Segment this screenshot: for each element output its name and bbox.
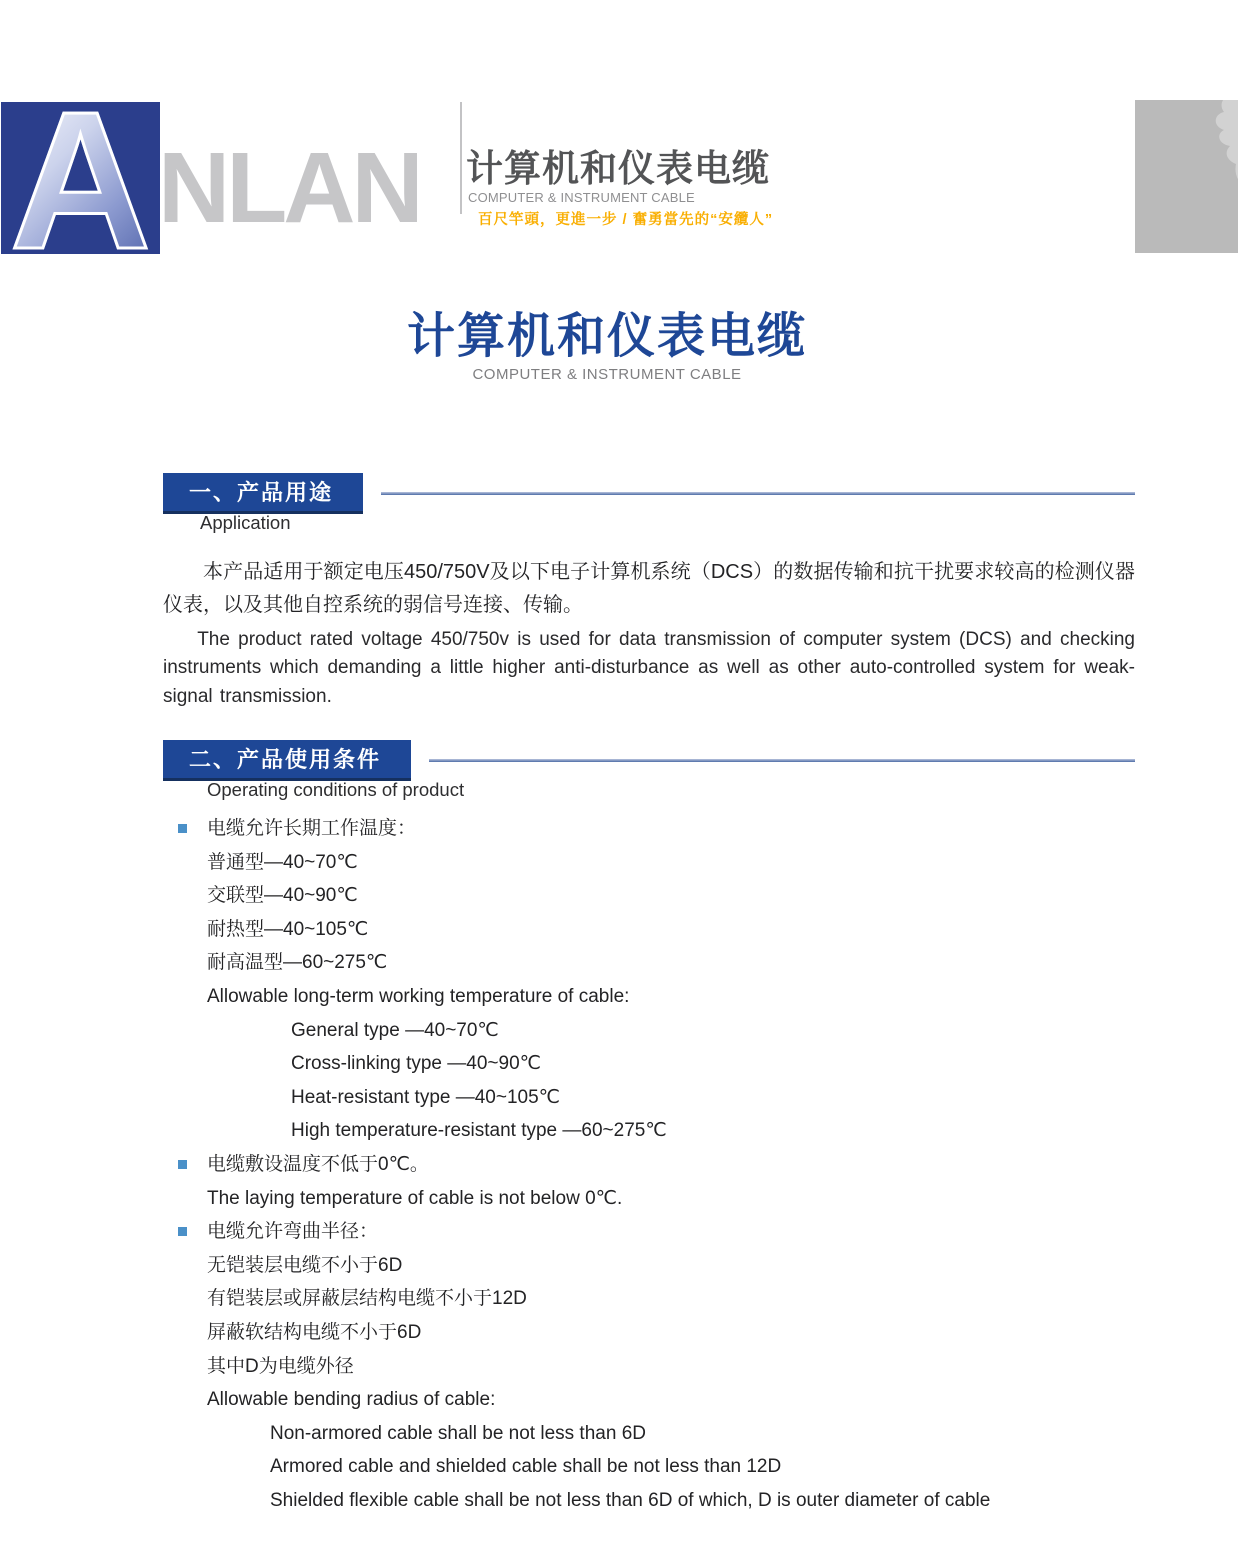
page-title: 计算机和仪表电缆 [406, 310, 807, 363]
application-paragraph-cn: 本产品适用于额定电压450/750V及以下电子计算机系统（DCS）的数据传输和抗干扰要求较高的检测仪器仪表，以及其他自控系统的弱信号连接、传输。 [163, 561, 1135, 616]
list-item-text: 无铠装层电缆不小于6D [207, 1254, 403, 1276]
list-item [163, 1215, 1143, 1249]
list-item [163, 1014, 1143, 1048]
operating-conditions-list [163, 812, 1143, 1517]
list-item [163, 980, 1143, 1014]
bullet-square-icon [178, 1227, 187, 1236]
section-2-heading: 二、产品使用条件 [163, 740, 411, 781]
list-item-text: 耐高温型—60~275℃ [207, 952, 388, 974]
list-item-text: 电缆允许弯曲半径： [207, 1221, 379, 1243]
list-item-text: 屏蔽软结构电缆不小于6D [207, 1321, 422, 1343]
list-item-text: 交联型—40~90℃ [207, 885, 358, 907]
application-paragraph-en: The product rated voltage 450/750v is used for data transmission of computer system (DCS) and checking instruments which demanding a little higher anti-disturbance as well as other auto-controlled system for weak-signal transmission. [163, 629, 1135, 707]
section-1-subheading: Application [200, 512, 291, 533]
logo-wordmark-nlan: NLAN [158, 132, 420, 244]
list-item-text: High temperature-resistant type —60~275℃ [291, 1120, 667, 1142]
list-item-text: 其中D为电缆外径 [207, 1355, 354, 1377]
list-item-text: Heat-resistant type —40~105℃ [291, 1086, 561, 1108]
header-vertical-divider [460, 102, 462, 214]
list-item-text: Armored cable and shielded cable shall be not less than 12D [270, 1456, 782, 1478]
section-1-heading: 一、产品用途 [163, 473, 363, 514]
list-item [163, 1081, 1143, 1115]
list-item-text: General type —40~70℃ [291, 1019, 499, 1041]
header-slogan: 百尺竿頭，更進一步 / 奮勇當先的“安纜人” [478, 212, 774, 228]
list-item-text: Allowable bending radius of cable: [207, 1389, 496, 1411]
section-2-subheading: Operating conditions of product [207, 779, 465, 800]
list-item [163, 1417, 1143, 1451]
list-item [163, 1316, 1143, 1350]
list-item [163, 1148, 1143, 1182]
leaf-decoration-icon [1176, 100, 1238, 204]
list-item-text: The laying temperature of cable is not below 0℃. [207, 1187, 623, 1209]
anlan-logo-mark [1, 102, 160, 254]
list-item [163, 879, 1143, 913]
list-item [163, 913, 1143, 947]
list-item [163, 1182, 1143, 1216]
section-2-rule [429, 759, 1135, 762]
list-item [163, 1450, 1143, 1484]
logo-letter-a: A [9, 102, 152, 254]
list-item [163, 1047, 1143, 1081]
list-item-text: Non-armored cable shall be not less than 6D [270, 1422, 646, 1444]
page-subtitle: COMPUTER & INSTRUMENT CABLE [472, 366, 742, 383]
section-2-header [163, 740, 1135, 781]
list-item [163, 812, 1143, 846]
list-item [163, 846, 1143, 880]
list-item-text: Cross-linking type —40~90℃ [291, 1053, 541, 1075]
list-item [163, 1383, 1143, 1417]
list-item [163, 1282, 1143, 1316]
section-1-header [163, 473, 1135, 514]
list-item-text: 有铠装层或屏蔽层结构电缆不小于12D [207, 1288, 527, 1310]
section-1-rule [381, 492, 1135, 495]
list-item-text: Allowable long-term working temperature of cable: [207, 985, 630, 1007]
corner-decoration-box [1135, 100, 1238, 253]
list-item [163, 1249, 1143, 1283]
list-item [163, 946, 1143, 980]
list-item-text: Shielded flexible cable shall be not less than 6D of which, D is outer diameter of cable [270, 1489, 991, 1511]
list-item [163, 1484, 1143, 1518]
list-item-text: 电缆允许长期工作温度： [207, 818, 417, 839]
list-item-text: 电缆敷设温度不低于0℃。 [207, 1153, 429, 1175]
list-item [163, 1114, 1143, 1148]
bullet-square-icon [178, 1160, 187, 1169]
bullet-square-icon [178, 824, 187, 833]
list-item-text: 耐热型—40~105℃ [207, 918, 369, 940]
header-product-title-en: COMPUTER & INSTRUMENT CABLE [468, 190, 695, 205]
header-product-title-cn: 计算机和仪表电缆 [466, 148, 770, 189]
list-item-text: 普通型—40~70℃ [207, 851, 358, 873]
list-item [163, 1350, 1143, 1384]
